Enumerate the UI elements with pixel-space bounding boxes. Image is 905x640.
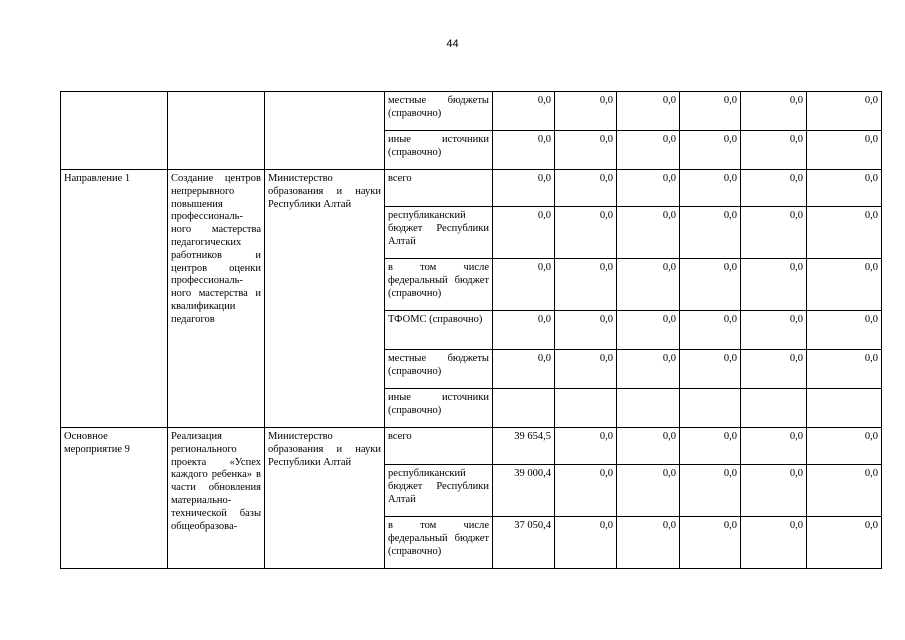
funding-source-cell: ТФОМС (справочно) xyxy=(385,311,493,350)
value-cell: 0,0 xyxy=(741,259,807,311)
description-cell: Создание центров непрерывного повышения профессиональ-ного мастерства педагогических работников и центров оценки профессиональ-ного мастерства и квалификации педагогов xyxy=(168,170,265,428)
value-cell: 0,0 xyxy=(680,92,741,131)
value-cell: 0,0 xyxy=(680,350,741,389)
value-cell: 0,0 xyxy=(741,131,807,170)
value-cell: 0,0 xyxy=(807,259,882,311)
value-cell: 0,0 xyxy=(807,170,882,207)
value-cell: 0,0 xyxy=(807,428,882,465)
value-cell: 0,0 xyxy=(680,259,741,311)
value-cell: 0,0 xyxy=(680,207,741,259)
value-cell: 39 000,4 xyxy=(493,465,555,517)
value-cell: 0,0 xyxy=(555,311,617,350)
value-cell: 0,0 xyxy=(555,428,617,465)
value-cell xyxy=(493,389,555,428)
value-cell: 0,0 xyxy=(617,428,680,465)
value-cell: 0,0 xyxy=(680,170,741,207)
value-cell: 0,0 xyxy=(555,517,617,569)
value-cell: 0,0 xyxy=(617,350,680,389)
table-row xyxy=(61,170,882,207)
value-cell: 0,0 xyxy=(617,170,680,207)
table-row xyxy=(61,428,882,465)
value-cell: 0,0 xyxy=(807,517,882,569)
row-label-cell xyxy=(61,92,168,170)
value-cell: 0,0 xyxy=(493,350,555,389)
funding-source-cell: иные источники (справочно) xyxy=(385,131,493,170)
value-cell: 0,0 xyxy=(807,92,882,131)
value-cell: 0,0 xyxy=(741,207,807,259)
value-cell: 0,0 xyxy=(680,465,741,517)
value-cell: 0,0 xyxy=(807,350,882,389)
funding-source-cell: в том числе федеральный бюджет (справочно) xyxy=(385,517,493,569)
responsible-cell xyxy=(265,92,385,170)
value-cell: 0,0 xyxy=(555,92,617,131)
value-cell: 0,0 xyxy=(617,259,680,311)
value-cell: 0,0 xyxy=(807,311,882,350)
value-cell: 0,0 xyxy=(617,465,680,517)
funding-source-cell: иные источники (справочно) xyxy=(385,389,493,428)
value-cell: 0,0 xyxy=(617,207,680,259)
value-cell xyxy=(807,389,882,428)
value-cell: 0,0 xyxy=(555,465,617,517)
value-cell: 0,0 xyxy=(617,517,680,569)
funding-source-cell: всего xyxy=(385,428,493,465)
value-cell: 0,0 xyxy=(617,311,680,350)
funding-source-cell: местные бюджеты (справочно) xyxy=(385,92,493,131)
value-cell: 0,0 xyxy=(493,259,555,311)
value-cell: 0,0 xyxy=(680,311,741,350)
funding-source-cell: республиканский бюджет Республики Алтай xyxy=(385,207,493,259)
description-cell xyxy=(168,92,265,170)
row-label-cell: Направление 1 xyxy=(61,170,168,428)
responsible-cell: Министерство образования и науки Республики Алтай xyxy=(265,428,385,569)
value-cell: 0,0 xyxy=(741,465,807,517)
value-cell xyxy=(680,389,741,428)
value-cell: 0,0 xyxy=(680,517,741,569)
value-cell: 0,0 xyxy=(741,517,807,569)
value-cell: 0,0 xyxy=(555,170,617,207)
value-cell: 0,0 xyxy=(807,131,882,170)
row-label-cell: Основное мероприятие 9 xyxy=(61,428,168,569)
value-cell xyxy=(617,389,680,428)
value-cell: 0,0 xyxy=(680,131,741,170)
value-cell: 0,0 xyxy=(680,428,741,465)
value-cell: 0,0 xyxy=(555,350,617,389)
value-cell: 0,0 xyxy=(493,131,555,170)
description-cell: Реализация регионального проекта «Успех каждого ребенка» в части обновления материально-технической базы общеобразова- xyxy=(168,428,265,569)
responsible-cell: Министерство образования и науки Республики Алтай xyxy=(265,170,385,428)
page-number: 44 xyxy=(446,38,459,50)
funding-source-cell: местные бюджеты (справочно) xyxy=(385,350,493,389)
value-cell: 0,0 xyxy=(493,92,555,131)
value-cell: 37 050,4 xyxy=(493,517,555,569)
value-cell: 0,0 xyxy=(741,92,807,131)
value-cell: 0,0 xyxy=(617,92,680,131)
value-cell: 0,0 xyxy=(807,465,882,517)
value-cell: 39 654,5 xyxy=(493,428,555,465)
table-row xyxy=(61,92,882,131)
value-cell: 0,0 xyxy=(555,131,617,170)
value-cell: 0,0 xyxy=(617,131,680,170)
value-cell: 0,0 xyxy=(555,207,617,259)
value-cell xyxy=(555,389,617,428)
value-cell: 0,0 xyxy=(741,170,807,207)
value-cell: 0,0 xyxy=(493,207,555,259)
value-cell: 0,0 xyxy=(555,259,617,311)
value-cell: 0,0 xyxy=(493,170,555,207)
funding-source-cell: в том числе федеральный бюджет (справочно) xyxy=(385,259,493,311)
value-cell: 0,0 xyxy=(741,428,807,465)
value-cell: 0,0 xyxy=(493,311,555,350)
value-cell: 0,0 xyxy=(807,207,882,259)
value-cell xyxy=(741,389,807,428)
funding-source-cell: республиканский бюджет Республики Алтай xyxy=(385,465,493,517)
funding-source-cell: всего xyxy=(385,170,493,207)
value-cell: 0,0 xyxy=(741,311,807,350)
budget-table xyxy=(60,91,882,569)
value-cell: 0,0 xyxy=(741,350,807,389)
